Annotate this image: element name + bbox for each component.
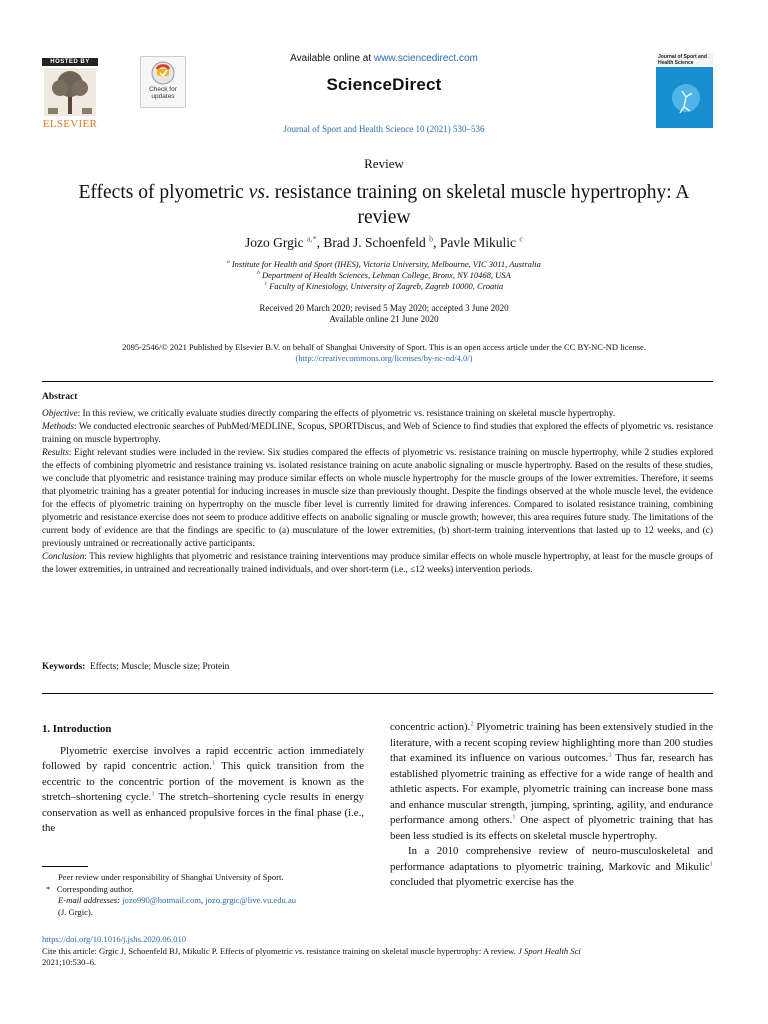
- footnote-divider: [42, 866, 88, 867]
- citation-link[interactable]: 2: [470, 720, 474, 728]
- keywords: Keywords: Effects; Muscle; Muscle size; Protein: [42, 662, 230, 672]
- divider: [42, 693, 713, 694]
- affiliations: [60, 259, 708, 292]
- article-type: Review: [364, 156, 404, 171]
- author-affil-marker[interactable]: c: [519, 234, 524, 244]
- paragraph: Plyometric exercise involves a rapid eccentric action immediately followed by rapid concentric action.$^1$ This quick transition from the eccentric to the concentric portion of the movement is known as the stretch–shortening cycle.$^1$ The stretch–shortening cycle results in energy conservation as well as enhanced propulsive forces in the final phase (i.e., the: [42, 744, 364, 834]
- paragraph: In a 2010 comprehensive review of neuro-musculoskeletal and performance adaptations to plyometric training, Markovic and Mikulic$^1$ concluded that plyometric exercise has the: [390, 845, 713, 888]
- license-link[interactable]: (http://creativecommons.org/licenses/by-nc-nd/4.0/): [295, 353, 473, 363]
- left-column: [42, 722, 364, 837]
- abstract-heading: Abstract: [42, 392, 78, 402]
- email-link[interactable]: jozo990@hotmail.com: [122, 895, 201, 905]
- hosted-by-label: HOSTED BY: [42, 58, 98, 66]
- abstract-results: Results: Eight relevant studies were included in the review. Six studies compared the effects of plyometric vs. resistance training on muscle hypertrophy, while 2 studies explored the effects of combining plyometric and resistance training vs. isolated resistance training on acute anabolic signaling or muscle hypertrophy. Based on the results of these studies, we conclude that plyometric and resistance training may produce similar effects on whole muscle hypertrophy for the muscle groups of the lower extremities. Therefore, it seems that plyometric training has a greater potential for inducing increases in muscle size than previously thought. Despite the findings observed at the whole muscle level, the evidence for the effects of plyometric training on hypertrophy on the muscle fiber level is currently limited for drawing inferences. Compared to isolated resistance training, combining plyometric and resistance exercise does not seem to produce additive effects on anabolic signaling or muscle growth; however, this area requires future study. The limitations of the current body of evidence are that the findings are specific to (a) musculature of the lower extremities, (b) short-term training interventions that lasted up to 12 weeks, and (c) previously untrained or recreationally active participants.: [42, 448, 713, 549]
- article-title: Effects of plyometric vs. resistance training on skeletal muscle hypertrophy: A review: [78, 182, 690, 228]
- author-affil-marker[interactable]: b: [429, 234, 434, 244]
- paragraph: concentric action).$^2$ Plyometric training has been extensively studied in the literature, with a recent scoping review highlighting more than 200 studies that examined its influence on various outcomes.$^3$ Thus far, research has established plyometric training as effective for a wide range of health and athletic aspects. For example, plyometric training can increase bone mass and enhance muscular strength, jumping, sprinting, agility, and endurance performance among others.$^1$ One aspect of plyometric training that has been less studied is its effects on skeletal muscle hypertrophy.: [390, 720, 713, 842]
- citation-link[interactable]: 3: [608, 751, 612, 759]
- affiliation-line: $^b$ Department of Health Sciences, Lehman College, Bronx, NY 10468, USA: [257, 270, 511, 280]
- abstract-methods: Methods: We conducted electronic searches of PubMed/MEDLINE, Scopus, SPORTDiscus, and Web of Science to find studies that explored the effects of plyometric vs. resistance training on muscle hypertrophy.: [42, 422, 713, 445]
- journal-reference[interactable]: Journal of Sport and Health Science 10 (2021) 530–536: [283, 124, 485, 134]
- license-statement: 2095-2546/© 2021 Published by Elsevier B.V. on behalf of Shanghai University of Sport. This is an open access article under the CC BY-NC-ND license. (http://creativecommons.org/licenses/by-nc-nd/4.0/): [122, 342, 646, 363]
- author-name[interactable]: Brad J. Schoenfeld: [323, 235, 426, 250]
- sciencedirect-link[interactable]: www.sciencedirect.com: [373, 53, 478, 64]
- elsevier-tree-logo: [44, 68, 96, 116]
- citation-line: Cite this article: Grgic J, Schoenfeld BJ, Mikulic P. Effects of plyometric vs. resistance training on skeletal muscle hypertrophy: A review. J Sport Health Sci: [42, 945, 581, 956]
- author-name[interactable]: Jozo Grgic: [244, 235, 304, 250]
- check-for-updates-label: Check for updates: [149, 86, 177, 100]
- cover-title: Journal of Sport and Health Science: [656, 53, 713, 67]
- author-name[interactable]: Pavle Mikulic: [439, 235, 517, 250]
- citation-line-end: 2021;10:530–6.: [42, 957, 97, 967]
- elsevier-wordmark: ELSEVIER: [42, 118, 98, 130]
- peer-review-note: Peer review under responsibility of Shanghai University of Sport.: [58, 872, 284, 882]
- check-updates-icon: [141, 57, 185, 87]
- citation-link[interactable]: 1: [709, 859, 713, 867]
- abstract-conclusion: Conclusion: This review highlights that plyometric and resistance training interventions may produce similar effects on whole muscle hypertrophy, at least for the muscle groups of the lower extremities, in untrained and recreationally trained individuals, and over short-term (i.e., ≤12 weeks) intervention periods.: [42, 552, 713, 575]
- affiliation-line: $^c$ Faculty of Kinesiology, University of Zagreb, Zagreb 10000, Croatia: [264, 281, 504, 291]
- page-footer: [42, 934, 713, 969]
- email-owner: (J. Grgic).: [58, 906, 93, 917]
- citation-link[interactable]: 1: [211, 759, 216, 767]
- right-column: [390, 720, 713, 891]
- abstract-body: [42, 408, 713, 577]
- check-for-updates-badge[interactable]: [140, 56, 186, 108]
- available-online-line: Available online at www.sciencedirect.com: [290, 53, 478, 64]
- email-note: E-mail addresses: jozo990@hotmail.com, jozo.grgic@live.vu.edu.au: [58, 895, 297, 905]
- section-heading: 1. Introduction: [42, 723, 112, 735]
- author-affil-marker[interactable]: a,*: [306, 234, 317, 244]
- citation-link[interactable]: 1: [151, 790, 155, 798]
- footnotes: [42, 872, 364, 918]
- email-link[interactable]: jozo.grgic@live.vu.edu.au: [205, 895, 297, 905]
- abstract-objective: Objective: In this review, we critically evaluate studies directly comparing the effects of plyometric vs. resistance training on skeletal muscle hypertrophy.: [42, 409, 616, 419]
- citation-link[interactable]: 1: [512, 813, 516, 821]
- corresponding-note: * Corresponding author.: [46, 883, 134, 894]
- sciencedirect-wordmark: ScienceDirect: [326, 75, 442, 94]
- affiliation-line: $^a$ Institute for Health and Sport (IHES), Victoria University, Melbourne, VIC 3011, Australia: [227, 259, 541, 269]
- author-list: Jozo Grgic $^{a,*}$, Brad J. Schoenfeld $^b$, Pavle Mikulic $^c$: [244, 234, 524, 250]
- divider: [42, 381, 713, 382]
- article-dates: Received 20 March 2020; revised 5 May 2020; accepted 3 June 2020 Available online 21 June 2020: [259, 303, 509, 324]
- doi-link[interactable]: https://doi.org/10.1016/j.jshs.2020.06.010: [42, 934, 187, 944]
